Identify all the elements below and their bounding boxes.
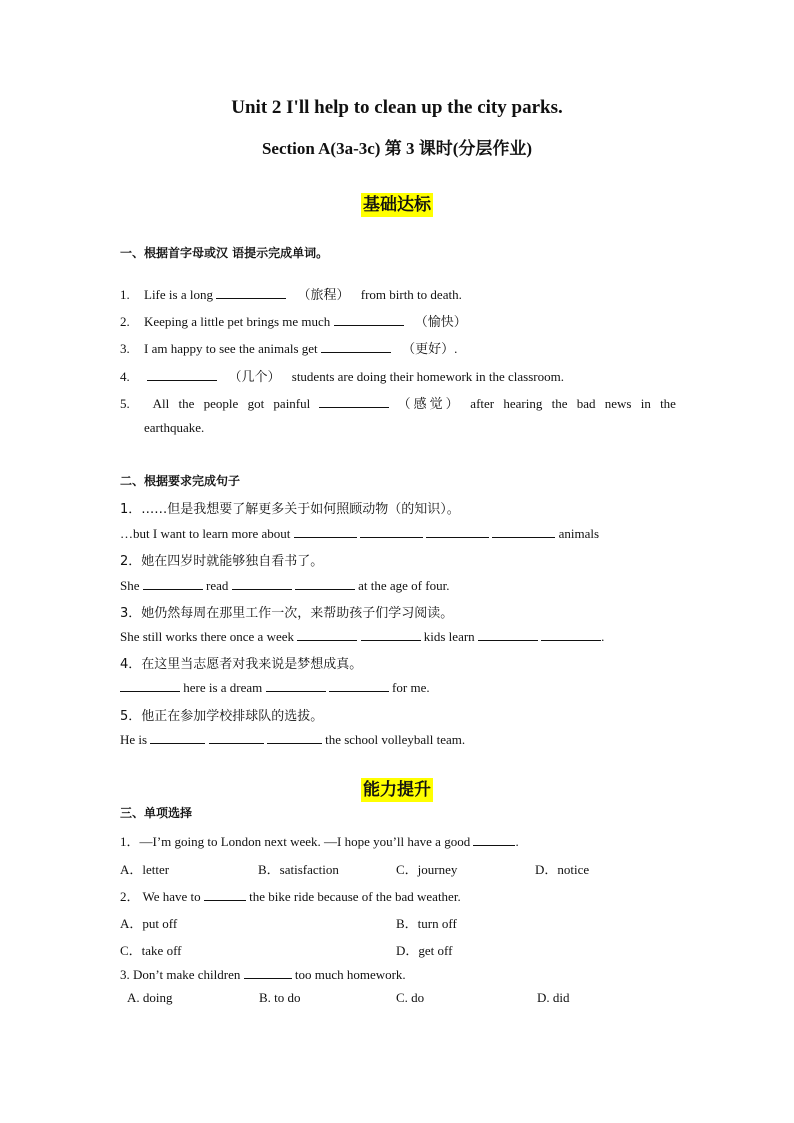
q3-option-b[interactable]: B. to do: [259, 990, 301, 1005]
answer-blank[interactable]: [319, 395, 389, 408]
answer-blank[interactable]: [321, 340, 391, 353]
part1-item-5-continued: earthquake.: [144, 420, 205, 435]
answer-blank[interactable]: [297, 628, 357, 641]
part2-q3-chinese: 3．她仍然每周在那里工作一次，来帮助孩子们学习阅读。: [120, 606, 454, 621]
part1-item-3: 3. I am happy to see the animals get （更好）.: [120, 341, 458, 357]
part3-heading: 三、单项选择: [120, 806, 193, 820]
answer-blank[interactable]: [209, 731, 264, 744]
q3-option-d[interactable]: D. did: [537, 990, 570, 1005]
answer-blank[interactable]: [329, 679, 389, 692]
part1-item-4: 4. （几个） students are doing their homework in the classroom.: [120, 369, 564, 385]
q1-option-b[interactable]: B．satisfaction: [258, 862, 339, 877]
q3-option-a[interactable]: A. doing: [127, 990, 173, 1005]
part2-heading: 二、根据要求完成句子: [120, 474, 241, 488]
part1-item-2: 2. Keeping a little pet brings me much （愉快）: [120, 314, 467, 330]
answer-blank[interactable]: [150, 731, 205, 744]
answer-blank[interactable]: [232, 577, 292, 590]
part1-heading: 一、根据首字母或汉 语提示完成单词。: [120, 246, 329, 260]
part2-q4-chinese: 4．在这里当志愿者对我来说是梦想成真。: [120, 657, 363, 672]
part2-q2-english: She read at the age of four.: [120, 578, 450, 593]
page-subtitle: Section A(3a-3c) 第 3 课时(分层作业): [261, 139, 533, 158]
part2-q3-english: She still works there once a week kids learn .: [120, 629, 605, 644]
answer-blank[interactable]: [216, 286, 286, 299]
answer-blank[interactable]: [541, 628, 601, 641]
page-title: Unit 2 I'll help to clean up the city parks.: [231, 97, 563, 118]
part2-q4-english: here is a dream for me.: [120, 679, 430, 696]
part2-q2-chinese: 2．她在四岁时就能够独自看书了。: [120, 554, 324, 569]
banner-basic-label: 基础达标: [363, 195, 431, 215]
q1-option-d[interactable]: D．notice: [535, 862, 590, 877]
part2-q5-english: He is the school volleyball team.: [120, 732, 466, 747]
answer-blank[interactable]: [294, 525, 357, 538]
answer-blank[interactable]: [360, 525, 423, 538]
answer-blank[interactable]: [143, 577, 203, 590]
answer-blank[interactable]: [204, 888, 246, 901]
banner-advanced-label: 能力提升: [363, 780, 431, 800]
q2-option-b[interactable]: B．turn off: [396, 916, 457, 931]
banner-advanced: [0, 778, 794, 802]
q1-option-a[interactable]: A．letter: [120, 862, 170, 877]
part1-item-1: 1. Life is a long （旅程） from birth to death.: [120, 287, 462, 303]
answer-blank[interactable]: [147, 368, 217, 381]
part3-q2-stem: 2． We have to the bike ride because of the bad weather.: [120, 889, 461, 904]
answer-blank[interactable]: [120, 679, 180, 692]
answer-blank[interactable]: [334, 313, 404, 326]
part3-q3-stem: 3. Don’t make children too much homework.: [120, 967, 406, 982]
answer-blank[interactable]: [267, 731, 322, 744]
q3-option-c[interactable]: C. do: [396, 990, 425, 1005]
answer-blank[interactable]: [426, 525, 489, 538]
part2-q1-chinese: 1．……但是我想要了解更多关于如何照顾动物（的知识）。: [120, 502, 460, 517]
answer-blank[interactable]: [478, 628, 538, 641]
answer-blank[interactable]: [244, 966, 292, 979]
answer-blank[interactable]: [361, 628, 421, 641]
part3-q1-stem: 1．—I’m going to London next week. —I hope you’ll have a good .: [120, 834, 519, 849]
part1-item-5: 5. All the people got painful （感觉） after hearing the bad news in the: [120, 396, 676, 412]
answer-blank[interactable]: [473, 833, 515, 846]
answer-blank[interactable]: [295, 577, 355, 590]
part2-q1-english: …but I want to learn more about animals: [120, 526, 600, 541]
q2-option-d[interactable]: D．get off: [396, 943, 453, 958]
banner-basic: [0, 193, 794, 217]
q1-option-c[interactable]: C．journey: [396, 862, 458, 877]
q2-option-a[interactable]: A．put off: [120, 916, 178, 931]
q2-option-c[interactable]: C．take off: [120, 943, 182, 958]
part2-q5-chinese: 5．他正在参加学校排球队的选拔。: [120, 709, 324, 724]
answer-blank[interactable]: [492, 525, 555, 538]
answer-blank[interactable]: [266, 679, 326, 692]
